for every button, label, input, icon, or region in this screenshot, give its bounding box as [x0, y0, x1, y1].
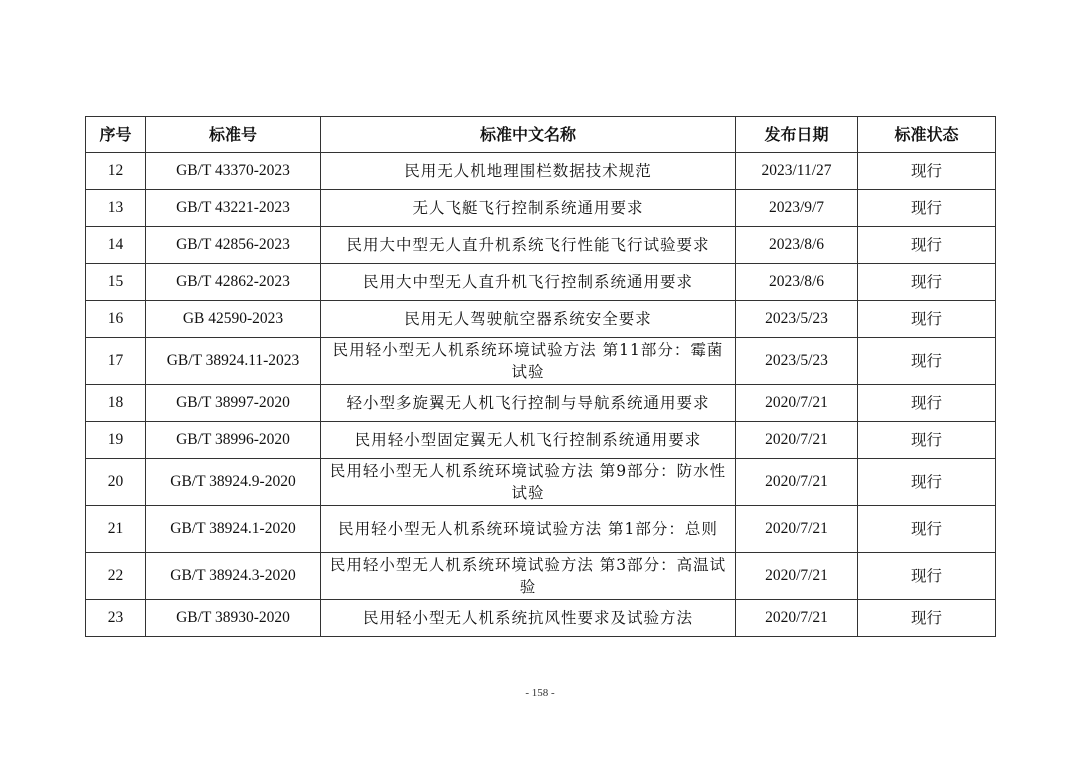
- table-row: [86, 301, 996, 338]
- row-index: 20: [86, 459, 146, 506]
- row-code: GB/T 38924.3-2020: [146, 553, 321, 600]
- table-row: [86, 385, 996, 422]
- row-status: 现行: [858, 227, 996, 264]
- row-name: 民用无人驾驶航空器系统安全要求: [321, 301, 736, 338]
- row-index: 14: [86, 227, 146, 264]
- row-date: 2020/7/21: [736, 385, 858, 422]
- header-status: 标准状态: [858, 117, 996, 153]
- row-status: 现行: [858, 422, 996, 459]
- row-index: 19: [86, 422, 146, 459]
- row-name: 民用轻小型无人机系统环境试验方法 第3部分：高温试验: [321, 553, 736, 600]
- table-row: [86, 422, 996, 459]
- row-index: 18: [86, 385, 146, 422]
- row-name: 民用大中型无人直升机系统飞行性能飞行试验要求: [321, 227, 736, 264]
- row-code: GB/T 42862-2023: [146, 264, 321, 301]
- row-status: 现行: [858, 301, 996, 338]
- table-row: [86, 153, 996, 190]
- row-name: 民用无人机地理围栏数据技术规范: [321, 153, 736, 190]
- row-date: 2020/7/21: [736, 600, 858, 637]
- row-status: 现行: [858, 190, 996, 227]
- row-status: 现行: [858, 385, 996, 422]
- row-index: 15: [86, 264, 146, 301]
- row-status: 现行: [858, 153, 996, 190]
- row-date: 2020/7/21: [736, 553, 858, 600]
- row-code: GB/T 38924.9-2020: [146, 459, 321, 506]
- row-name: 民用轻小型无人机系统抗风性要求及试验方法: [321, 600, 736, 637]
- header-code: 标准号: [146, 117, 321, 153]
- table-row: [86, 553, 996, 600]
- table-row: [86, 459, 996, 506]
- row-name: 民用轻小型无人机系统环境试验方法 第1部分：总则: [321, 506, 736, 553]
- row-index: 12: [86, 153, 146, 190]
- row-status: 现行: [858, 553, 996, 600]
- header-date: 发布日期: [736, 117, 858, 153]
- row-date: 2023/5/23: [736, 301, 858, 338]
- row-code: GB/T 38924.1-2020: [146, 506, 321, 553]
- row-index: 23: [86, 600, 146, 637]
- row-status: 现行: [858, 264, 996, 301]
- row-date: 2023/11/27: [736, 153, 858, 190]
- table-row: [86, 506, 996, 553]
- row-name: 民用轻小型固定翼无人机飞行控制系统通用要求: [321, 422, 736, 459]
- table-row: [86, 264, 996, 301]
- row-index: 21: [86, 506, 146, 553]
- row-date: 2023/9/7: [736, 190, 858, 227]
- row-status: 现行: [858, 338, 996, 385]
- row-name: 民用轻小型无人机系统环境试验方法 第9部分：防水性试验: [321, 459, 736, 506]
- table-row: [86, 227, 996, 264]
- row-date: 2023/8/6: [736, 264, 858, 301]
- row-index: 17: [86, 338, 146, 385]
- table-row: [86, 190, 996, 227]
- row-index: 13: [86, 190, 146, 227]
- row-code: GB 42590-2023: [146, 301, 321, 338]
- row-code: GB/T 38997-2020: [146, 385, 321, 422]
- row-date: 2020/7/21: [736, 506, 858, 553]
- page-number: - 158 -: [525, 687, 555, 699]
- header-index: 序号: [86, 117, 146, 153]
- row-status: 现行: [858, 600, 996, 637]
- row-name: 民用轻小型无人机系统环境试验方法 第11部分：霉菌试验: [321, 338, 736, 385]
- row-date: 2020/7/21: [736, 459, 858, 506]
- row-date: 2020/7/21: [736, 422, 858, 459]
- row-status: 现行: [858, 506, 996, 553]
- table-row: [86, 338, 996, 385]
- standards-table: [85, 116, 996, 637]
- table-header-row: [86, 117, 996, 153]
- row-date: 2023/5/23: [736, 338, 858, 385]
- row-name: 无人飞艇飞行控制系统通用要求: [321, 190, 736, 227]
- row-code: GB/T 43221-2023: [146, 190, 321, 227]
- row-status: 现行: [858, 459, 996, 506]
- row-code: GB/T 38930-2020: [146, 600, 321, 637]
- row-index: 22: [86, 553, 146, 600]
- row-name: 轻小型多旋翼无人机飞行控制与导航系统通用要求: [321, 385, 736, 422]
- row-index: 16: [86, 301, 146, 338]
- row-code: GB/T 38996-2020: [146, 422, 321, 459]
- row-code: GB/T 42856-2023: [146, 227, 321, 264]
- row-name: 民用大中型无人直升机飞行控制系统通用要求: [321, 264, 736, 301]
- header-name: 标准中文名称: [321, 117, 736, 153]
- row-date: 2023/8/6: [736, 227, 858, 264]
- row-code: GB/T 38924.11-2023: [146, 338, 321, 385]
- row-code: GB/T 43370-2023: [146, 153, 321, 190]
- table-row: [86, 600, 996, 637]
